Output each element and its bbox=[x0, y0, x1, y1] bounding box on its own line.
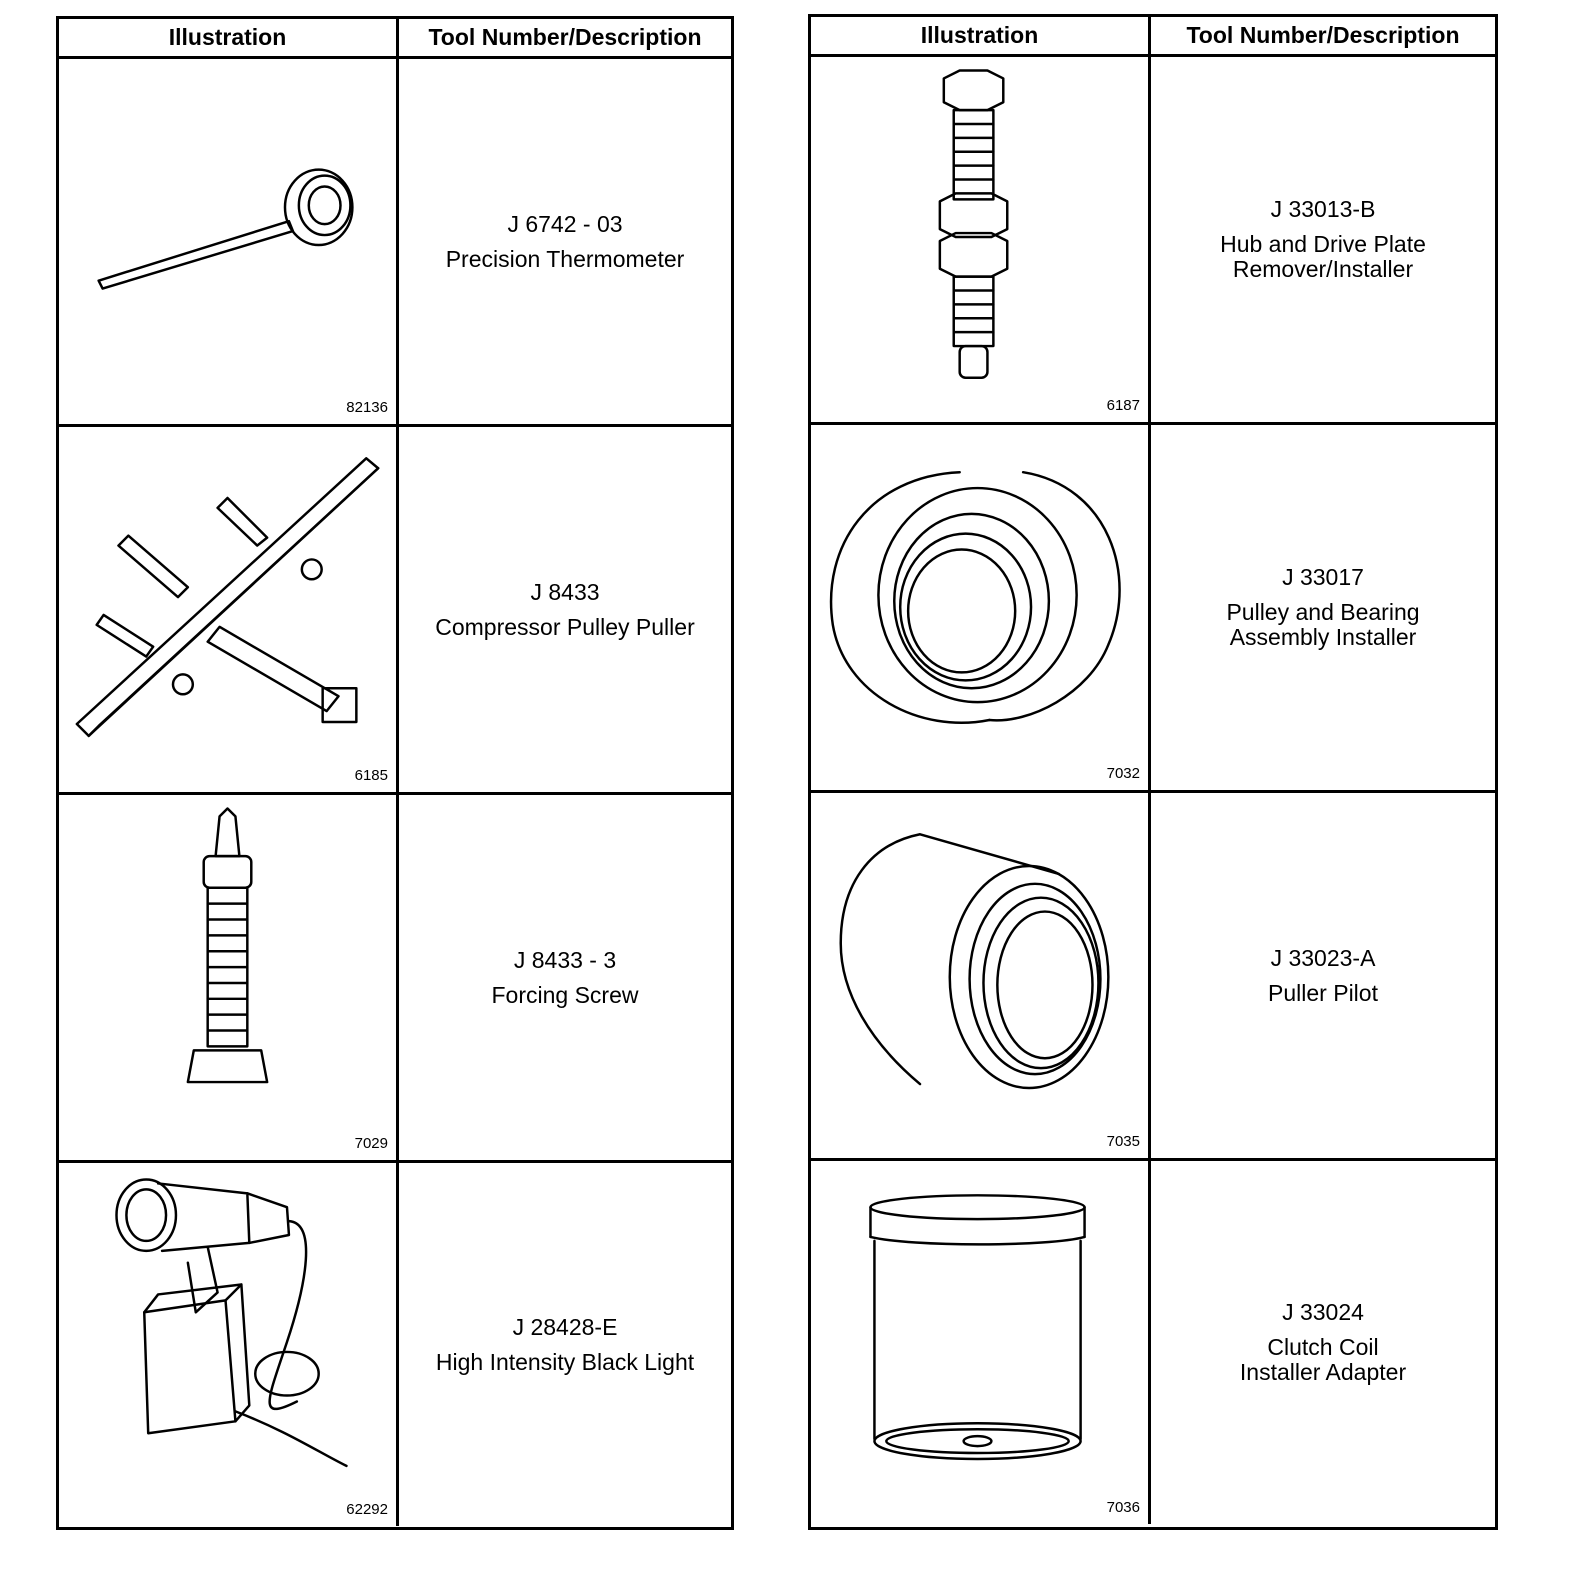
tool-number: J 6742 - 03 bbox=[507, 210, 623, 237]
figure-id: 7032 bbox=[1106, 765, 1140, 782]
illustration-cell bbox=[59, 427, 399, 792]
table-header bbox=[811, 17, 1495, 57]
tool-description: Compressor Pulley Puller bbox=[435, 613, 695, 640]
description-cell bbox=[1151, 1161, 1495, 1524]
figure-id: 82136 bbox=[346, 399, 388, 416]
tool-number: J 28428-E bbox=[512, 1313, 618, 1340]
puller-pilot-icon bbox=[811, 793, 1148, 1158]
illustration-cell bbox=[811, 425, 1151, 790]
table-row bbox=[811, 425, 1495, 793]
illustration-cell bbox=[811, 1161, 1151, 1524]
tool-number: J 33017 bbox=[1282, 564, 1364, 590]
ring-installer-icon bbox=[811, 425, 1148, 790]
description-cell bbox=[1151, 793, 1495, 1158]
forcing-screw-icon bbox=[59, 795, 396, 1160]
tool-description: Puller Pilot bbox=[1268, 979, 1378, 1006]
figure-id: 7029 bbox=[354, 1135, 388, 1152]
table-row bbox=[59, 795, 731, 1163]
table-row bbox=[59, 59, 731, 427]
black-light-icon bbox=[59, 1163, 396, 1526]
illustration-cell bbox=[59, 1163, 399, 1526]
coil-adapter-icon bbox=[811, 1161, 1148, 1524]
description-cell bbox=[399, 59, 731, 424]
tool-description: Precision Thermometer bbox=[445, 245, 685, 272]
figure-id: 62292 bbox=[346, 1501, 388, 1518]
thermometer-icon bbox=[59, 59, 396, 424]
figure-id: 7036 bbox=[1106, 1499, 1140, 1516]
description-cell bbox=[399, 795, 731, 1160]
description-cell bbox=[1151, 57, 1495, 422]
tool-number: J 33024 bbox=[1282, 1299, 1364, 1325]
tool-table-left bbox=[56, 16, 734, 1530]
table-row bbox=[59, 427, 731, 795]
tool-description: Assembly Installer bbox=[1229, 624, 1417, 650]
description-cell bbox=[399, 427, 731, 792]
description-cell bbox=[1151, 425, 1495, 790]
tool-table-right bbox=[808, 14, 1498, 1530]
table-row bbox=[811, 57, 1495, 425]
header-description: Tool Number/Description bbox=[1186, 22, 1460, 48]
description-cell bbox=[399, 1163, 731, 1526]
illustration-cell bbox=[59, 795, 399, 1160]
illustration-cell bbox=[59, 59, 399, 424]
header-illustration: Illustration bbox=[811, 17, 1151, 54]
tool-description: Pulley and Bearing bbox=[1226, 599, 1420, 625]
table-row bbox=[811, 793, 1495, 1161]
tool-description: Clutch Coil bbox=[1267, 1334, 1379, 1360]
figure-id: 7035 bbox=[1106, 1133, 1140, 1150]
tool-number: J 33023-A bbox=[1270, 944, 1376, 971]
tool-number: J 8433 bbox=[530, 578, 600, 605]
header-description: Tool Number/Description bbox=[428, 24, 702, 50]
tool-description: Forcing Screw bbox=[491, 981, 639, 1008]
illustration-cell bbox=[811, 57, 1151, 422]
tool-number: J 8433 - 3 bbox=[513, 946, 617, 973]
table-row bbox=[59, 1163, 731, 1526]
threaded-bolt-icon bbox=[811, 57, 1148, 422]
header-illustration: Illustration bbox=[59, 19, 399, 56]
tool-description: Installer Adapter bbox=[1239, 1359, 1407, 1385]
pulley-puller-icon bbox=[59, 427, 396, 792]
figure-id: 6187 bbox=[1106, 397, 1140, 414]
figure-id: 6185 bbox=[354, 767, 388, 784]
table-row bbox=[811, 1161, 1495, 1524]
illustration-cell bbox=[811, 793, 1151, 1158]
tool-description: Hub and Drive Plate bbox=[1220, 231, 1426, 257]
tool-description: Remover/Installer bbox=[1232, 256, 1414, 282]
tool-number: J 33013-B bbox=[1270, 196, 1376, 222]
tool-description: High Intensity Black Light bbox=[435, 1348, 695, 1375]
table-header bbox=[59, 19, 731, 59]
